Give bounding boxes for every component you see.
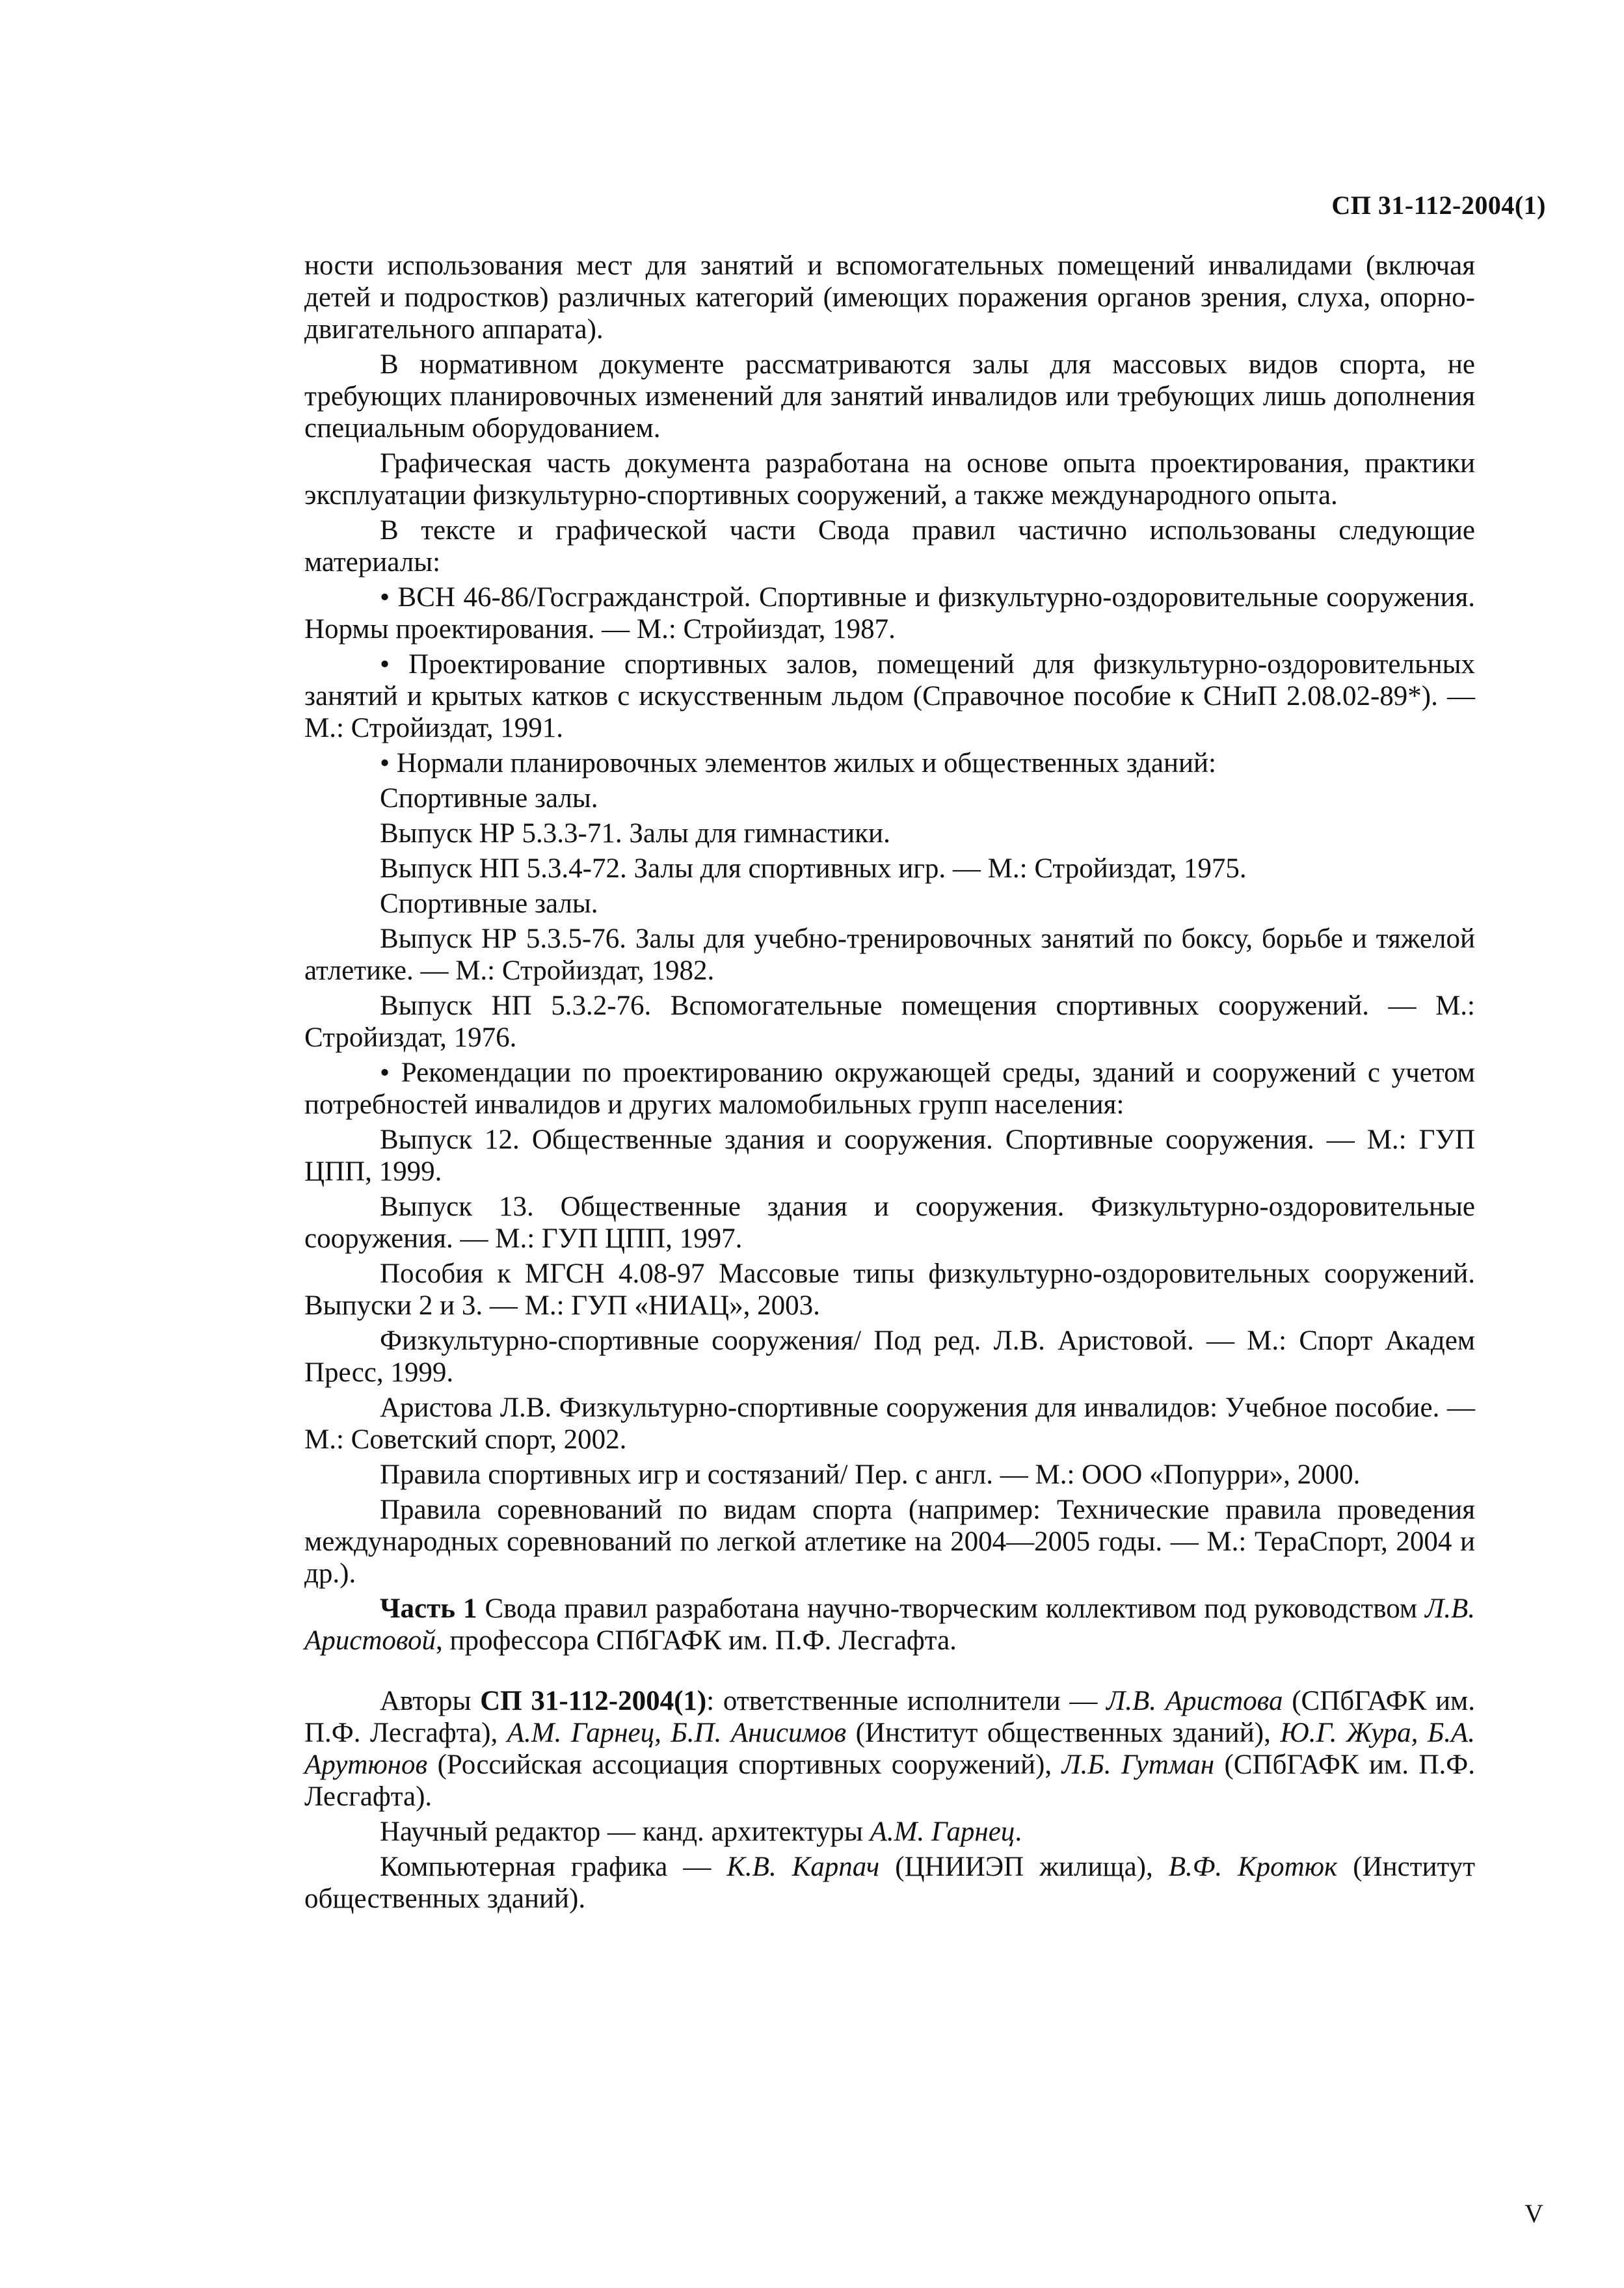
- text-span: .: [1015, 1816, 1022, 1847]
- reference-line: Выпуск 13. Общественные здания и сооружения. Физкультурно-оздоровительные сооружения. — М.: ГУП ЦПП, 1997.: [304, 1191, 1475, 1254]
- reference-line: Физкультурно-спортивные сооружения/ Под ред. Л.В. Аристовой. — М.: Спорт Академ Пресс, 1999.: [304, 1325, 1475, 1388]
- text-span: (Институт общественных зданий),: [846, 1718, 1281, 1748]
- person-name: А.М. Гарнец: [870, 1816, 1015, 1847]
- paragraph: В тексте и графической части Свода правил частично использованы следующие материалы:: [304, 515, 1475, 578]
- reference-line: Аристова Л.В. Физкультурно-спортивные сооружения для инвалидов: Учебное пособие. — М.: Советский спорт, 2002.: [304, 1392, 1475, 1455]
- reference-line: Спортивные залы.: [380, 888, 598, 919]
- part1-paragraph: [304, 1593, 1475, 1656]
- text-span: (Российская ассоциация спортивных сооружений),: [427, 1749, 1062, 1780]
- authors-paragraph: [304, 1685, 1475, 1813]
- text-span: Свода правил разработана научно-творческим коллективом под руководством: [477, 1593, 1426, 1624]
- graphics-paragraph: [304, 1851, 1475, 1915]
- text-span: (СПбГАФК им. П.Ф. Лесгафта).: [304, 1749, 1476, 1812]
- person-name: А.М. Гарнец, Б.П. Анисимов: [507, 1718, 847, 1748]
- paragraph: ности использования мест для занятий и вспомогательных помещений инвалидами (включая детей и подростков) различных категорий (имеющих поражения органов зрения, слуха, опорно-двигательного аппарата).: [304, 250, 1475, 345]
- text-span: Авторы: [380, 1686, 481, 1716]
- reference-line: Правила спортивных игр и состязаний/ Пер. с англ. — М.: ООО «Попурри», 2000.: [380, 1459, 1361, 1490]
- paragraph: Графическая часть документа разработана на основе опыта проектирования, практики эксплуатации физкультурно-спортивных сооружений, а также международного опыта.: [304, 448, 1475, 511]
- person-name: В.Ф. Кротюк: [1168, 1852, 1338, 1882]
- text-span: , профессора СПбГАФК им. П.Ф. Лесгафта.: [436, 1625, 957, 1656]
- reference-line: Выпуск НР 5.3.3-71. Залы для гимнастики.: [380, 818, 890, 849]
- text-span: (ЦНИИЭП жилища),: [879, 1852, 1169, 1882]
- part1-label: Часть 1: [380, 1593, 477, 1624]
- text-span: Научный редактор — канд. архитектуры: [380, 1816, 870, 1847]
- person-name: Л.Б. Гутман: [1061, 1749, 1215, 1780]
- reference-line: Выпуск 12. Общественные здания и сооружения. Спортивные сооружения. — М.: ГУП ЦПП, 1999.: [304, 1124, 1475, 1187]
- text-span: Компьютерная графика —: [380, 1852, 727, 1882]
- editor-paragraph: [304, 1816, 1475, 1848]
- page-number: V: [1524, 2199, 1543, 2228]
- bullet-item: • Рекомендации по проектированию окружающей среды, зданий и сооружений с учетом потребностей инвалидов и других маломобильных групп населения:: [304, 1058, 1475, 1120]
- person-name: Л.В. Аристова: [1106, 1686, 1283, 1716]
- text-span: (СПбГАФК им. П.Ф. Лесгафта),: [304, 1686, 1476, 1748]
- text-span: (Институт общественных зданий).: [304, 1852, 1475, 1914]
- person-name: Ю.Г. Жура, Б.А. Арутюнов: [304, 1718, 1475, 1780]
- bullet-item: • Проектирование спортивных залов, помещений для физкультурно-оздоровительных занятий и крытых катков с искусственным льдом (Справочное пособие к СНиП 2.08.02-89*). — М.: Стройиздат, 1991.: [304, 649, 1475, 743]
- document-body: [304, 250, 1475, 1918]
- paragraph: В нормативном документе рассматриваются залы для массовых видов спорта, не требующих планировочных изменений для занятий инвалидов или требующих лишь дополнения специальным оборудованием.: [304, 349, 1475, 444]
- bullet-item: • ВСН 46-86/Госгражданстрой. Спортивные и физкультурно-оздоровительные сооружения. Нормы проектирования. — М.: Стройиздат, 1987.: [304, 582, 1475, 645]
- document-code: СП 31-112-2004(1): [480, 1686, 707, 1716]
- bullet-item: • Нормали планировочных элементов жилых и общественных зданий:: [380, 748, 1216, 778]
- reference-line: Выпуск НР 5.3.5-76. Залы для учебно-тренировочных занятий по боксу, борьбе и тяжелой атлетике. — М.: Стройиздат, 1982.: [304, 924, 1475, 986]
- reference-line: Правила соревнований по видам спорта (например: Технические правила проведения международных соревнований по легкой атлетике на 2004—2005 годы. — М.: ТераСпорт, 2004 и др.).: [304, 1495, 1475, 1589]
- text-span: : ответственные исполнители —: [706, 1686, 1107, 1716]
- person-name: К.В. Карпач: [726, 1852, 880, 1882]
- person-name: Л.В. Аристовой: [304, 1593, 1475, 1656]
- document-code-header: СП 31-112-2004(1): [1331, 191, 1546, 220]
- reference-line: Выпуск НП 5.3.4-72. Залы для спортивных игр. — М.: Стройиздат, 1975.: [380, 853, 1247, 884]
- reference-line: Выпуск НП 5.3.2-76. Вспомогательные помещения спортивных сооружений. — М.: Стройиздат, 1976.: [304, 991, 1475, 1053]
- reference-line: Спортивные залы.: [380, 783, 598, 814]
- reference-line: Пособия к МГСН 4.08-97 Массовые типы физкультурно-оздоровительных сооружений. Выпуски 2 и 3. — М.: ГУП «НИАЦ», 2003.: [304, 1258, 1475, 1321]
